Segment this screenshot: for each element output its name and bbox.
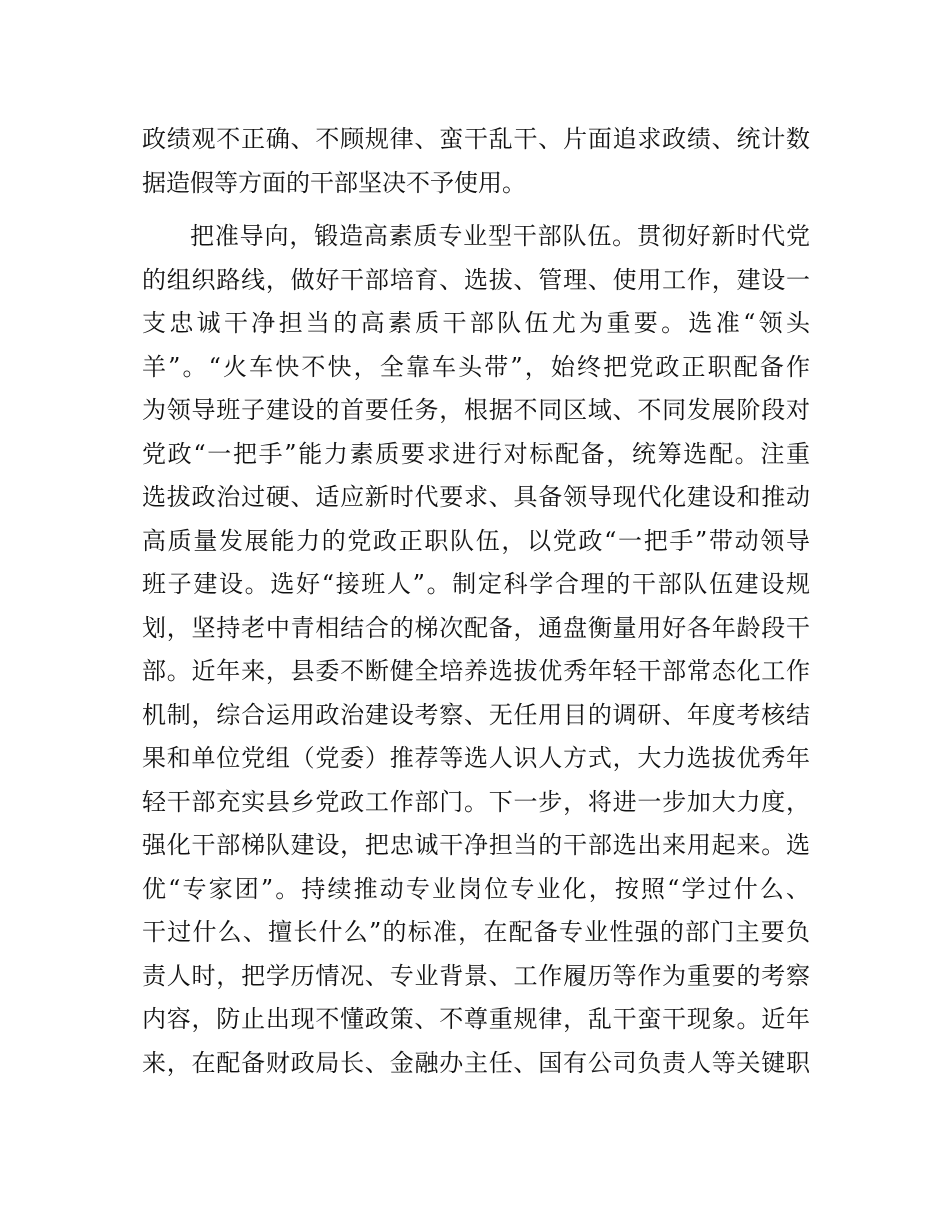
text-line: 内容，防止出现不懂政策、不尊重规律，乱干蛮干现象。近年: [142, 1005, 810, 1033]
text-line: 把准导向，锻造高素质专业型干部队伍。贯彻好新时代党: [190, 222, 810, 250]
text-line: 干过什么、擅长什么”的标准，在配备专业性强的部门主要负: [142, 918, 810, 946]
text-line: 党政“一把手”能力素质要求进行对标配备，统筹选配。注重: [142, 439, 810, 468]
text-line: 强化干部梯队建设，把忠诚干净担当的干部选出来用起来。选: [142, 831, 810, 859]
text-line: 高质量发展能力的党政正职队伍，以党政“一把手”带动领导: [142, 526, 810, 555]
text-line: 来，在配备财政局长、金融办主任、国有公司负责人等关键职: [142, 1048, 810, 1077]
text-line: 机制，综合运用政治建设考察、无任用目的调研、年度考核结: [142, 700, 810, 729]
text-line: 羊”。“火车快不快，全靠车头带”，始终把党政正职配备作: [142, 352, 810, 381]
text-line: 部。近年来，县委不断健全培养选拔优秀年轻干部常态化工作: [142, 657, 810, 685]
text-line: 选拔政治过硬、适应新时代要求、具备领导现代化建设和推动: [142, 483, 810, 511]
text-line: 支忠诚干净担当的高素质干部队伍尤为重要。选准“领头: [142, 309, 810, 337]
text-line: 政绩观不正确、不顾规律、蛮干乱干、片面追求政绩、统计数: [142, 125, 810, 153]
text-line: 责人时，把学历情况、专业背景、工作履历等作为重要的考察: [142, 961, 810, 990]
text-line: 轻干部充实县乡党政工作部门。下一步，将进一步加大力度，: [142, 787, 810, 816]
document-page: [142, 118, 810, 1085]
text-line: 为领导班子建设的首要任务，根据不同区域、不同发展阶段对: [142, 396, 810, 424]
paragraph-1: [142, 118, 810, 205]
text-line: 优“专家团”。持续推动专业岗位专业化，按照“学过什么、: [142, 874, 810, 903]
text-line: 班子建设。选好“接班人”。制定科学合理的干部队伍建设规: [142, 570, 810, 598]
text-line: 据造假等方面的干部坚决不予使用。: [142, 168, 526, 197]
text-line: 划，坚持老中青相结合的梯次配备，通盘衡量用好各年龄段干: [142, 613, 810, 642]
paragraph-2: [142, 215, 810, 1085]
text-line: 的组织路线，做好干部培育、选拔、管理、使用工作，建设一: [142, 265, 810, 294]
text-line: 果和单位党组（党委）推荐等选人识人方式，大力选拔优秀年: [142, 744, 810, 772]
paragraph-gap: [142, 205, 810, 215]
